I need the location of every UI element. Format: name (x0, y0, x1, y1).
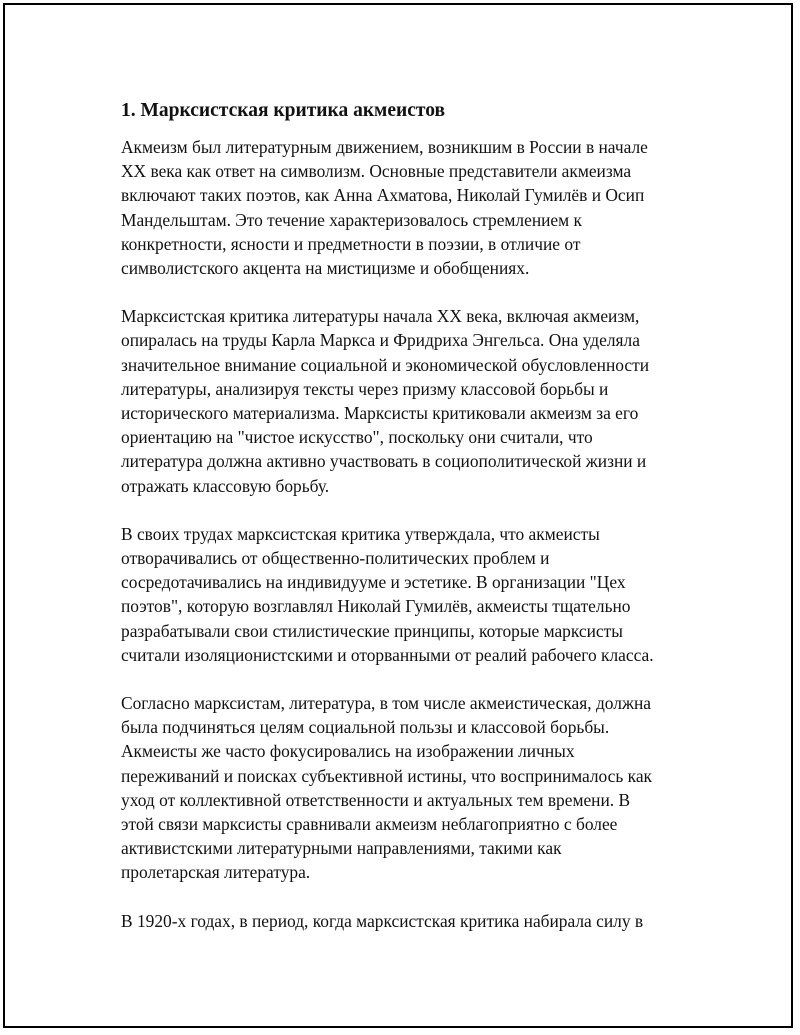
text-line: В своих трудах марксистская критика утверждала, что акмеисты (121, 523, 600, 544)
text-line: считали изоляционистскими и оторванными от реалий рабочего класса. (121, 644, 654, 665)
text-line: активистскими литературными направлениями, такими как (121, 838, 562, 859)
text-line: поэтов", которую возглавлял Николай Гумилёв, акмеисты тщательно (121, 596, 631, 617)
paragraph-5 (121, 909, 696, 933)
text-line: Акмеизм был литературным движением, возникшим в России в начале (121, 137, 648, 157)
section-heading: 1. Марксистская критика акмеистов (121, 100, 446, 121)
text-line: литературы, анализируя тексты через призму классовой борьбы и (121, 378, 609, 399)
text-line: ориентацию на "чистое искусство", поскольку они считали, что (121, 427, 593, 448)
text-line: Марксистская критика литературы начала XX века, включая акмеизм, (121, 306, 640, 327)
paragraph-1 (121, 135, 696, 280)
text-line: Согласно марксистам, литература, в том числе акмеистическая, должна (121, 693, 651, 714)
text-line: разрабатывали свои стилистические принципы, которые марксисты (121, 620, 623, 641)
text-line: отворачивались от общественно-политических проблем и (121, 548, 550, 569)
paragraph-2 (121, 304, 696, 498)
document-body (121, 97, 696, 957)
text-line: этой связи марксисты сравнивали акмеизм неблагоприятно с более (121, 814, 618, 835)
text-line: пролетарская литература. (121, 862, 311, 883)
text-line: Акмеисты же часто фокусировались на изображении личных (121, 741, 575, 762)
text-line: отражать классовую борьбу. (121, 475, 330, 496)
page-frame (3, 3, 793, 1028)
text-line: В 1920-х годах, в период, когда марксистская критика набирала силу в (121, 910, 644, 931)
text-line: уход от коллективной ответственности и актуальных тем времени. В (121, 789, 631, 810)
text-line: Мандельштам. Это течение характеризовалось стремлением к (121, 209, 582, 230)
text-line: исторического материализма. Марксисты критиковали акмеизм за его (121, 403, 639, 424)
text-line: значительное внимание социальной и экономической обусловленности (121, 354, 650, 375)
paragraph-4 (121, 691, 696, 885)
paragraph-3 (121, 522, 696, 667)
text-line: литература должна активно участвовать в социополитической жизни и (121, 451, 647, 472)
text-line: переживаний и поисках субъективной истины, что воспринималось как (121, 765, 652, 786)
text-line: была подчиняться целям социальной пользы и классовой борьбы. (121, 717, 610, 738)
text-line: символистского акцента на мистицизме и обобщениях. (121, 258, 530, 279)
text-line: XX века как ответ на символизм. Основные представители акмеизма (121, 161, 632, 182)
text-line: включают таких поэтов, как Анна Ахматова, Николай Гумилёв и Осип (121, 185, 645, 206)
text-line: сосредотачивались на индивидууме и эстетике. В организации "Цех (121, 572, 626, 593)
text-line: конкретности, ясности и предметности в поэзии, в отличие от (121, 233, 581, 254)
text-line: опиралась на труды Карла Маркса и Фридриха Энгельса. Она уделяла (121, 330, 640, 351)
